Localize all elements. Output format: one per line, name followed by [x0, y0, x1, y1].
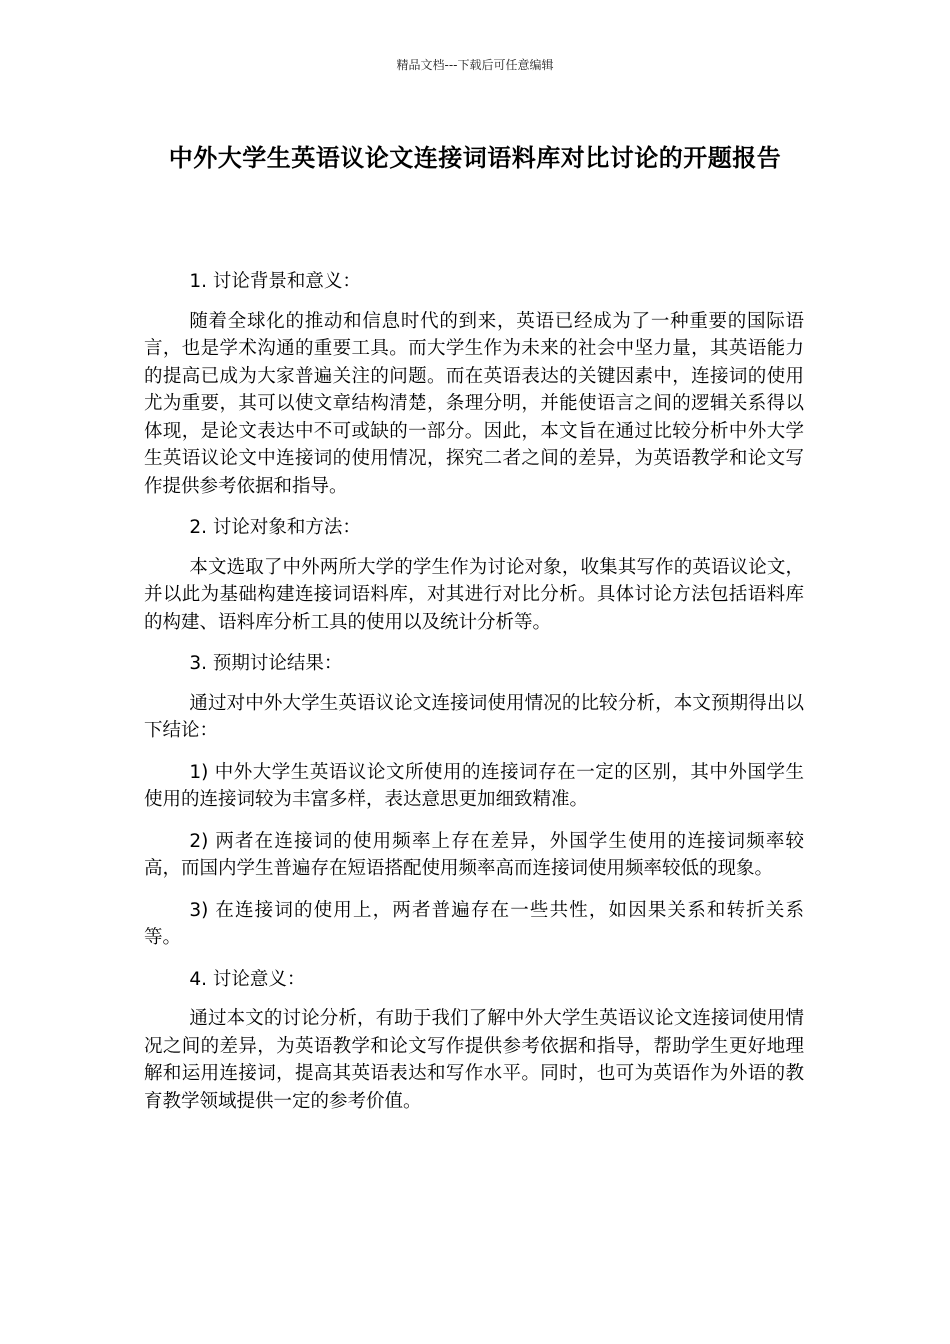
paragraph-method: 本文选取了中外两所大学的学生作为讨论对象，收集其写作的英语议论文，并以此为基础构建连接词语料库，对其进行对比分析。具体讨论方法包括语料库的构建、语料库分析工具的使用以及统计分析等。: [144, 556, 804, 633]
result-item-2: 2) 两者在连接词的使用频率上存在差异，外国学生使用的连接词频率较高，而国内学生普遍存在短语搭配使用频率高而连接词使用频率较低的现象。: [144, 830, 804, 879]
section-heading-results: 3. 预期讨论结果：: [189, 653, 343, 674]
section-heading-method: 2. 讨论对象和方法：: [189, 517, 361, 538]
section-heading-background: 1. 讨论背景和意义：: [189, 271, 361, 292]
paragraph-background: 随着全球化的推动和信息时代的到来，英语已经成为了一种重要的国际语言，也是学术沟通的重要工具。而大学生作为未来的社会中坚力量，其英语能力的提高已成为大家普遍关注的问题。而在英语表达的关键因素中，连接词的使用尤为重要，其可以使文章结构清楚，条理分明，并能使语言之间的逻辑关系得以体现，是论文表达中不可或缺的一部分。因此，本文旨在通过比较分析中外大学生英语议论文中连接词的使用情况，探究二者之间的差异，为英语教学和论文写作提供参考依据和指导。: [144, 310, 804, 497]
section-heading-significance: 4. 讨论意义：: [189, 968, 306, 990]
document-body: [144, 268, 804, 1129]
paragraph-results-intro: 通过对中外大学生英语议论文连接词使用情况的比较分析，本文预期得出以下结论：: [144, 692, 804, 741]
result-item-3: 3) 在连接词的使用上，两者普遍存在一些共性，如因果关系和转折关系等。: [144, 899, 804, 948]
result-item-1: 1) 中外大学生英语议论文所使用的连接词存在一定的区别，其中外国学生使用的连接词较为丰富多样，表达意思更加细致精准。: [144, 761, 804, 810]
page-header: 精品文档---下载后可任意编辑: [396, 58, 554, 72]
document-title: 中外大学生英语议论文连接词语料库对比讨论的开题报告: [168, 144, 782, 172]
paragraph-significance: 通过本文的讨论分析，有助于我们了解中外大学生英语议论文连接词使用情况之间的差异，为英语教学和论文写作提供参考依据和指导，帮助学生更好地理解和运用连接词，提高其英语表达和写作水平。同时，也可为英语作为外语的教育教学领域提供一定的参考价值。: [144, 1008, 804, 1112]
